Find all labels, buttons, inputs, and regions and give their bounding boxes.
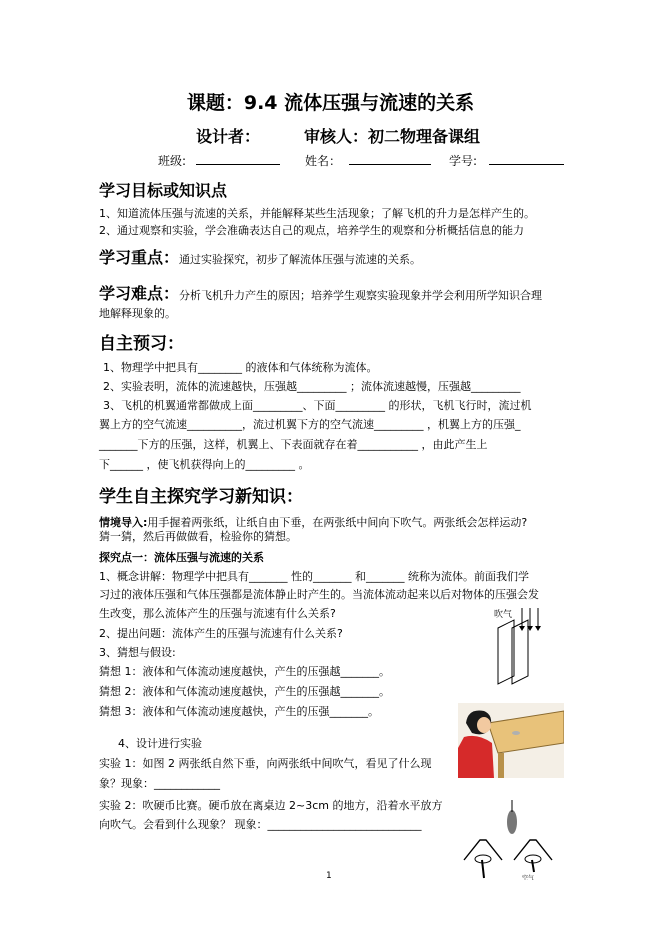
key-point-text: 通过实验探究，初步了解流体压强与流速的关系。 xyxy=(179,253,422,266)
key-point xyxy=(99,245,421,268)
page-number: 1 xyxy=(326,871,332,881)
air-label: 空气 xyxy=(522,876,535,880)
preview-heading: 自主预习： xyxy=(99,334,184,354)
difficulty-label: 学习难点： xyxy=(99,284,180,303)
explore-line: 1、概念讲解：物理学中把具有_______ 性的_______ 和_______ 统称为流体。前面我们学 xyxy=(99,570,529,583)
face xyxy=(477,717,491,733)
experiment-1-line-1: 实验 1：如图 2 两张纸自然下垂，向两张纸中间吹气，看见了什么现 xyxy=(99,757,432,770)
hypothesis-line: 猜想 1：液体和气体流动速度越快，产生的压强越_______。 xyxy=(99,665,390,678)
brush xyxy=(507,810,517,834)
number-field xyxy=(449,152,564,169)
difficulty-line-2: 地解释现象的。 xyxy=(99,307,176,320)
experiment-2-line-2: 向吹气。会看到什么现象？ 现象：____________________________ xyxy=(99,818,422,831)
explore-line: 3、猜想与假设: xyxy=(99,646,176,659)
preview-line: _______下方的压强，这样，机翼上、下表面就存在着___________ ，由此产生上 xyxy=(99,438,488,451)
preview-line: 3、飞机的机翼通常都做成上面_________、下面_________ 的形状，飞机飞行时，流过机 xyxy=(103,399,532,412)
difficulty-line-1: 分析飞机升力产生的原因；培养学生观察实验现象并学会利用所学知识合理 xyxy=(179,289,543,302)
preview-line: 翼上方的空气流速__________，流过机翼下方的空气流速_________ ，机翼上方的压强_ xyxy=(99,418,521,431)
goal-item: 1、知道流体压强与流速的关系，并能解释某些生活现象；了解飞机的升力是怎样产生的。 xyxy=(99,207,535,220)
explore-heading: 学生自主探究学习新知识： xyxy=(99,487,303,507)
difficulty xyxy=(99,281,542,304)
name-field xyxy=(305,152,431,169)
name-label: 姓名： xyxy=(305,154,342,168)
experiment-2-line-1: 实验 2：吹硬币比赛。硬币放在离桌边 2~3cm 的地方，沿着水平放方 xyxy=(99,799,443,812)
goals-heading: 学习目标或知识点 xyxy=(99,181,228,200)
preview-line: 2、实验表明，流体的流速越快，压强越_________ ；流体流速越慢，压强越_________ xyxy=(103,380,521,393)
funnel-left xyxy=(464,840,502,860)
reviewer-label: 审核人：初二物理备课组 xyxy=(304,127,481,146)
intro-line-2: 猜一猜，然后再做做看，检验你的猜想。 xyxy=(99,530,297,543)
number-label: 学号: xyxy=(449,154,478,168)
goal-item: 2、通过观察和实验，学会准确表达自己的观点，培养学生的观察和分析概括信息的能力 xyxy=(99,224,524,237)
paper-sheets-figure xyxy=(478,606,560,686)
class-blank[interactable] xyxy=(196,153,280,165)
preview-line: 1、物理学中把具有________ 的液体和气体统称为流体。 xyxy=(103,361,378,374)
key-point-label: 学习重点： xyxy=(99,248,180,267)
intro-line-1: 用手握着两张纸，让纸自由下垂，在两张纸中间向下吹气。两张纸会怎样运动? xyxy=(147,516,528,529)
page-title: 课题：9.4 流体压强与流速的关系 xyxy=(186,92,475,114)
experiment-1-line-2: 象？现象：____________ xyxy=(99,777,220,790)
intro-label: 情境导入: xyxy=(99,516,148,529)
designer-label: 设计者： xyxy=(196,127,261,146)
number-blank[interactable] xyxy=(489,153,564,165)
hypothesis-line: 猜想 2：液体和气体流动速度越快，产生的压强越_______。 xyxy=(99,685,390,698)
explore-line: 2、提出问题：流体产生的压强与流速有什么关系? xyxy=(99,627,343,640)
step-4: 4、设计进行实验 xyxy=(118,737,202,750)
funnel-figure xyxy=(458,800,560,880)
coin xyxy=(512,731,520,735)
blow-label: 吹气 xyxy=(494,609,513,619)
class-label: 班级: xyxy=(158,154,187,168)
shirt xyxy=(458,736,494,778)
coin-blowing-photo xyxy=(458,703,564,778)
explore-line: 习过的液体压强和气体压强都是流体静止时产生的。当流体流动起来以后对物体的压强会发 xyxy=(99,588,539,601)
funnel-right xyxy=(514,840,552,860)
explore-line: 生改变，那么流体产生的压强与流速有什么关系? xyxy=(99,607,336,620)
hypothesis-line: 猜想 3：液体和气体流动速度越快，产生的压强_______。 xyxy=(99,705,379,718)
name-blank[interactable] xyxy=(349,153,431,165)
class-field xyxy=(158,152,280,169)
preview-line: 下______ ，使飞机获得向上的_________ 。 xyxy=(99,458,310,471)
point-1-heading: 探究点一：流体压强与流速的关系 xyxy=(99,551,264,564)
